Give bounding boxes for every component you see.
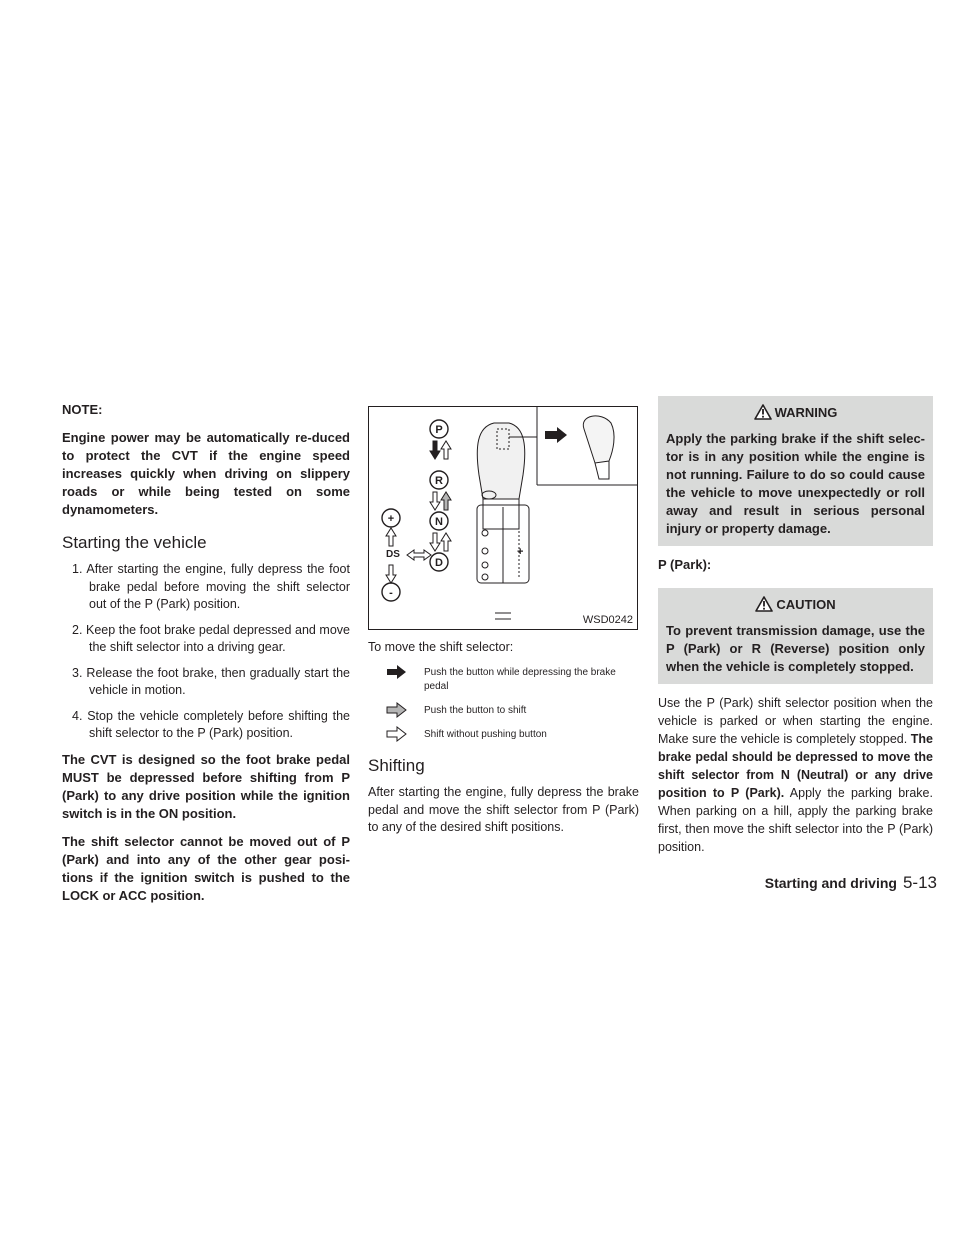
column-middle [368, 396, 639, 837]
outline-arrow-icon [441, 533, 451, 551]
column-right [658, 396, 933, 856]
note-body: Engine power may be automatically re-duced to protect the CVT if the engine speed increases quickly when driving on slippery roads or while being tested on some dynamometers. [62, 430, 350, 517]
outline-arrow-icon [386, 528, 396, 546]
step-item: 4. Stop the vehicle completely before shifting the shift selector to the P (Park) position. [72, 708, 350, 740]
page-footer [765, 873, 937, 893]
warning-body: Apply the parking brake if the shift selec-tor is in any position while the engine is not running. Failure to do so could cause the vehicle to move unexpectedly or roll away and result in serious personal injury or property damage. [666, 431, 925, 536]
legend-item [368, 702, 639, 718]
caution-box [658, 588, 933, 684]
legend-text: Push the button to shift [424, 705, 527, 716]
steps-list [62, 561, 350, 743]
gear-p-label: P [435, 424, 443, 436]
shift-selector-figure [368, 406, 638, 630]
legend-text: Shift without pushing button [424, 729, 547, 740]
plus-label: + [387, 513, 395, 525]
step-item: 2. Keep the foot brake pedal depressed and move the shift selector into a driving gear. [72, 622, 350, 654]
ds-label: DS [386, 549, 400, 560]
gate-plus-label: + [517, 546, 524, 558]
shift-knob [477, 423, 525, 499]
outline-arrow-icon [386, 565, 396, 583]
knob-boot [483, 499, 519, 529]
park-paragraph [658, 694, 933, 856]
warning-triangle-icon [754, 404, 772, 420]
step-item: 3. Release the foot brake, then gradually start the vehicle in motion. [72, 665, 350, 697]
park-heading: P (Park): [658, 557, 712, 572]
brake-requirement-paragraph: The CVT is designed so the foot brake pedal MUST be depressed before shifting from P (Park) to any drive position while the ignition switch is in the ON position. [62, 751, 350, 821]
gear-d-label: D [435, 557, 443, 569]
column-left [62, 396, 350, 915]
warning-box [658, 396, 933, 546]
park-text-normal-2: Apply the parking brake. When parking on a hill, apply the parking brake first, then move the shift selector into the P (Park) position. [658, 786, 933, 854]
park-text-normal-1: Use the P (Park) shift selector position when the vehicle is parked or when starting the engine. Make sure the vehicle is completely stopped. [658, 696, 933, 746]
legend-item [368, 664, 639, 694]
legend-intro: To move the shift selector: [368, 640, 514, 654]
figure-code: WSD0242 [582, 614, 633, 626]
caution-title: CAUTION [776, 596, 836, 612]
warning-title: WARNING [774, 404, 838, 420]
note-label: NOTE: [62, 402, 103, 417]
legend-item [368, 726, 639, 742]
caution-header [666, 596, 925, 612]
solid-arrow-icon [368, 664, 424, 680]
ignition-lock-paragraph: The shift selector cannot be moved out of P (Park) and into any of the other gear posi-tions if the ignition switch is pushed to the LOCK or ACC position. [62, 833, 350, 903]
outline-arrow-icon [441, 441, 451, 459]
hatched-arrow-icon [368, 702, 424, 718]
outline-arrow-icon [430, 492, 440, 510]
caution-triangle-icon [755, 596, 773, 612]
legend-text: Push the button while depressing the brake pedal [424, 667, 616, 692]
caution-body: To prevent transmission damage, use the P (Park) or R (Reverse) position only when the vehicle is completely stopped. [666, 623, 925, 674]
shifting-paragraph: After starting the engine, fully depress the brake pedal and move the shift selector from P (Park) to any of the desired shift positions. [368, 785, 639, 834]
solid-arrow-icon [430, 441, 440, 459]
page-number: 5-13 [902, 873, 937, 892]
outline-arrow-icon [407, 550, 431, 560]
thumb-inset [545, 416, 614, 479]
section-heading-starting: Starting the vehicle [62, 533, 207, 552]
outline-arrow-icon [430, 533, 440, 551]
section-heading-shifting: Shifting [368, 756, 425, 775]
step-item: 1. After starting the engine, fully depress the foot brake pedal before moving the shift selector out of the P (Park) position. [72, 562, 350, 611]
gear-n-label: N [435, 516, 443, 528]
gear-r-label: R [435, 475, 443, 487]
hatched-arrow-icon [441, 492, 451, 510]
outline-arrow-icon [368, 726, 424, 742]
warning-header [666, 404, 925, 420]
shift-pattern-diagram [369, 407, 637, 629]
solid-arrow-icon [545, 427, 567, 443]
minus-label: - [389, 587, 393, 599]
park-text-bold: The brake pedal should be depressed to move the shift selector from N (Neutral) or any drive position to P (Park). [658, 732, 933, 800]
footer-section-title: Starting and driving [764, 875, 897, 891]
